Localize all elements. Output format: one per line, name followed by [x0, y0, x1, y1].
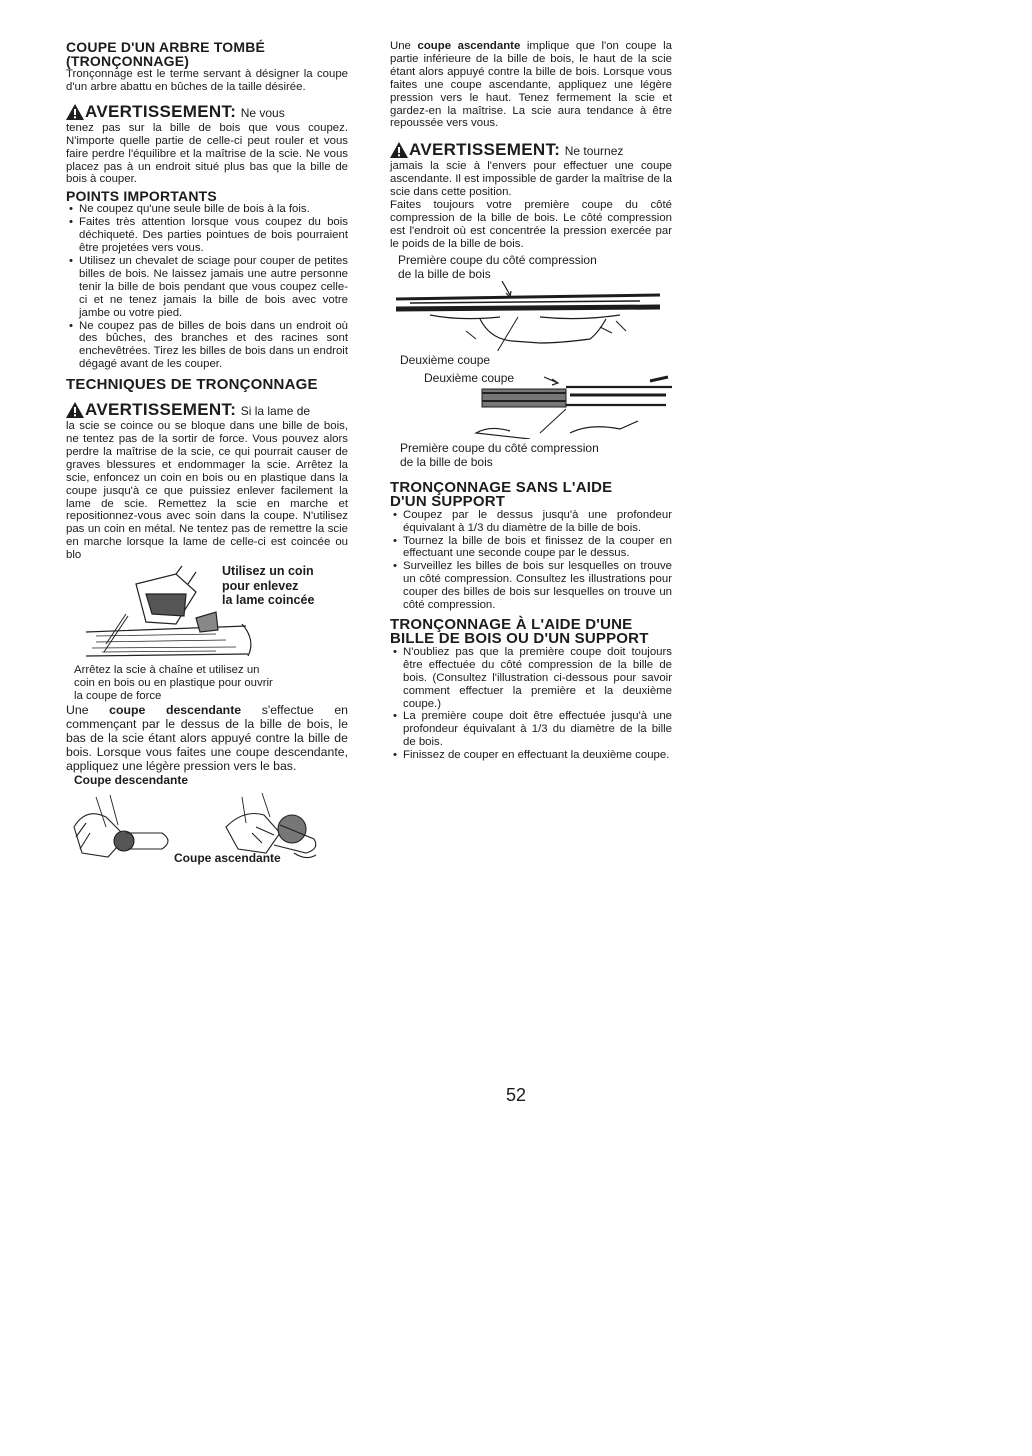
wedge-caption [222, 564, 314, 608]
warning-3-text: jamais la scie à l'envers pour effectuer une coupe ascendante. Il est impossible de garder la maîtrise de la scie dans cette position. [390, 160, 672, 199]
upcut-paragraph [390, 40, 672, 130]
text-span: s'effectue en commençant par le dessus de la bille de bois, le bas de la scie étant alors appuyé contre la bille de bois. Lorsque vous faites une coupe descendante, appliquez une légère pression vers le bas. [66, 703, 349, 774]
points-list [66, 203, 348, 371]
wedge-caption-line: pour enlevez [222, 578, 299, 593]
caption-line: de la bille de bois [400, 454, 493, 469]
caption-line: Première coupe du côté compression [400, 440, 599, 455]
list-item: • Surveillez les billes de bois sur lesquelles on trouve un côté compression. Consultez les illustrations pour couper des billes de bois sur lesquelles on trouve un côté compression. [390, 560, 672, 612]
wedge-caption-line: Utilisez un coin [222, 564, 314, 579]
text-span: Une [390, 40, 411, 52]
warning-2-lead: Si la lame de [240, 404, 311, 419]
text-span-bold: coupe descendante [109, 703, 242, 718]
warning-1-text: tenez pas sur la bille de bois que vous coupez. N'importe quelle partie de celle-ci peut rouler et vous faire perdre l'équilibre et la maîtrise de la scie. Ne vous placez pas à un endroit situé plus bas que la bille de bois à couper. [66, 121, 348, 186]
heading-line: TRONÇONNAGE À L'AIDE D'UNE [390, 615, 633, 633]
heading-techniques: TECHNIQUES DE TRONÇONNAGE [66, 376, 318, 394]
wedge-note [74, 664, 348, 703]
heading-line: BILLE DE BOIS OU D'UN SUPPORT [390, 629, 649, 647]
warning-triangle-icon [66, 104, 84, 120]
list-item: • Utilisez un chevalet de sciage pour couper de petites billes de bois. Ne laissez jamais une autre personne tenir la bille de bois pendant que vous coupez celle-ci et ne tenez jamais la bille de bois avec votre jambe ou votre pied. [66, 255, 348, 320]
list-item: • Ne coupez pas de billes de bois dans un endroit où des bûches, des branches et des racines sont enchevêtrées. Tirez les billes de bois dans un endroit dégagé avant de les couper. [66, 320, 348, 372]
wedge-note-line: coin en bois ou en plastique pour ouvrir [74, 677, 273, 690]
left-column [66, 40, 348, 871]
warning-1 [66, 102, 348, 187]
warning-2 [66, 400, 348, 562]
warning-1-label: AVERTISSEMENT: [85, 101, 237, 121]
intro-paragraph: Tronçonnage est le terme servant à désigner la coupe d'un arbre abattu en bûches de la taille désirée. [66, 68, 348, 93]
downcut-label: Coupe descendante [74, 773, 189, 788]
warning-3-label: AVERTISSEMENT: [409, 140, 561, 160]
cut-figures [66, 787, 348, 871]
fig2-top-caption: Deuxième coupe [424, 370, 515, 385]
heading-coupe-arbre: COUPE D'UN ARBRE TOMBÉ [66, 39, 266, 55]
warning-1-lead: Ne vous [240, 105, 285, 120]
caption-line: de la bille de bois [398, 266, 491, 281]
heading-line: D'UN SUPPORT [390, 492, 506, 510]
warning-triangle-icon [390, 142, 408, 158]
warning-2-text: la scie se coince ou se bloque dans une bille de bois, ne tentez pas de la sortir de force. Vous pouvez alors perdre la maîtrise de la scie, ce qui pourrait causer de graves blessures et endommager la scie. Arrêtez la scie, enfoncez un coin en bois ou en plastique dans la coupe jusqu'à ce que puissiez enlever facilement la lame de scie. Remettez la scie en marche et repositionnez-vous avec soin dans la coupe. N'utilisez pas un coin en métal. Ne tentez pas de remettre la scie en marche lorsque la lame de celle-ci est coincée ou blo [66, 420, 348, 562]
list-item: • N'oubliez pas que la première coupe doit toujours être effectuée du côté compression de la bille de bois. (Consultez l'illustration ci-dessous pour savoir comment effectuer la première et la deuxième coupe.) [390, 646, 672, 711]
wedge-note-line: la coupe de force [74, 690, 162, 703]
wedge-figure [66, 564, 348, 664]
right-column [390, 40, 672, 762]
wedge-caption-line: la lame coincée [222, 593, 315, 608]
fig1-top-caption [398, 253, 672, 281]
warning-3-lead: Ne tournez [564, 144, 624, 159]
fig2-bottom-caption [400, 441, 672, 469]
list-item: • Coupez par le dessus jusqu'à une profondeur équivalant à 1/3 du diamètre de la bille de bois. [390, 509, 672, 535]
sans-support-list [390, 509, 672, 612]
warning-2-label: AVERTISSEMENT: [85, 400, 237, 420]
list-item: • Finissez de couper en effectuant la deuxième coupe. [390, 749, 672, 762]
heading-line: TRONÇONNAGE SANS L'AIDE [390, 478, 613, 496]
text-span-bold: coupe ascendante [417, 40, 521, 52]
caption-line: Première coupe du côté compression [398, 252, 597, 267]
heading-tronconnage: (TRONÇONNAGE) [66, 53, 190, 69]
list-item: • Ne coupez qu'une seule bille de bois à la fois. [66, 203, 348, 216]
text-span: implique que l'on coupe la partie inférieure de la bille de bois, le haut de la scie étant alors appuyé contre la bille de bois. Lorsque vous faites une coupe ascendante, appliquez une légère pression vers le haut. Tenez fermement la scie et gardez-en la maîtrise. La scie aura tendance à être repoussée vers vous. [390, 40, 672, 130]
heading-avec-support [390, 615, 672, 647]
list-item: • Faites très attention lorsque vous coupez du bois déchiqueté. Des parties pointues de bois pourraient être projetées vers vous. [66, 216, 348, 255]
page-number: 52 [505, 1085, 527, 1105]
wedge-note-line: Arrêtez la scie à chaîne et utilisez un [74, 664, 260, 677]
list-item: • Tournez la bille de bois et finissez de la couper en effectuant une seconde coupe par le dessus. [390, 535, 672, 561]
heading-sans-support [390, 478, 672, 510]
compression-paragraph: Faites toujours votre première coupe du côté compression de la bille de bois. Le côté compression est l'endroit où est concentrée la pression exercée par le poids de la bille de bois. [390, 199, 672, 250]
upcut-label: Coupe ascendante [174, 851, 281, 866]
downcut-paragraph [66, 703, 348, 773]
compression-fig-1 [390, 281, 672, 351]
list-item: • La première coupe doit être effectuée jusqu'à une profondeur équivalant à 1/3 du diamètre de la bille de bois. [390, 710, 672, 749]
warning-3 [390, 140, 672, 199]
heading-points-importants: POINTS IMPORTANTS [66, 188, 217, 205]
avec-support-list [390, 646, 672, 762]
fig1-bottom-caption: Deuxième coupe [400, 352, 491, 367]
warning-triangle-icon [66, 402, 84, 418]
text-span: Une [66, 703, 89, 718]
